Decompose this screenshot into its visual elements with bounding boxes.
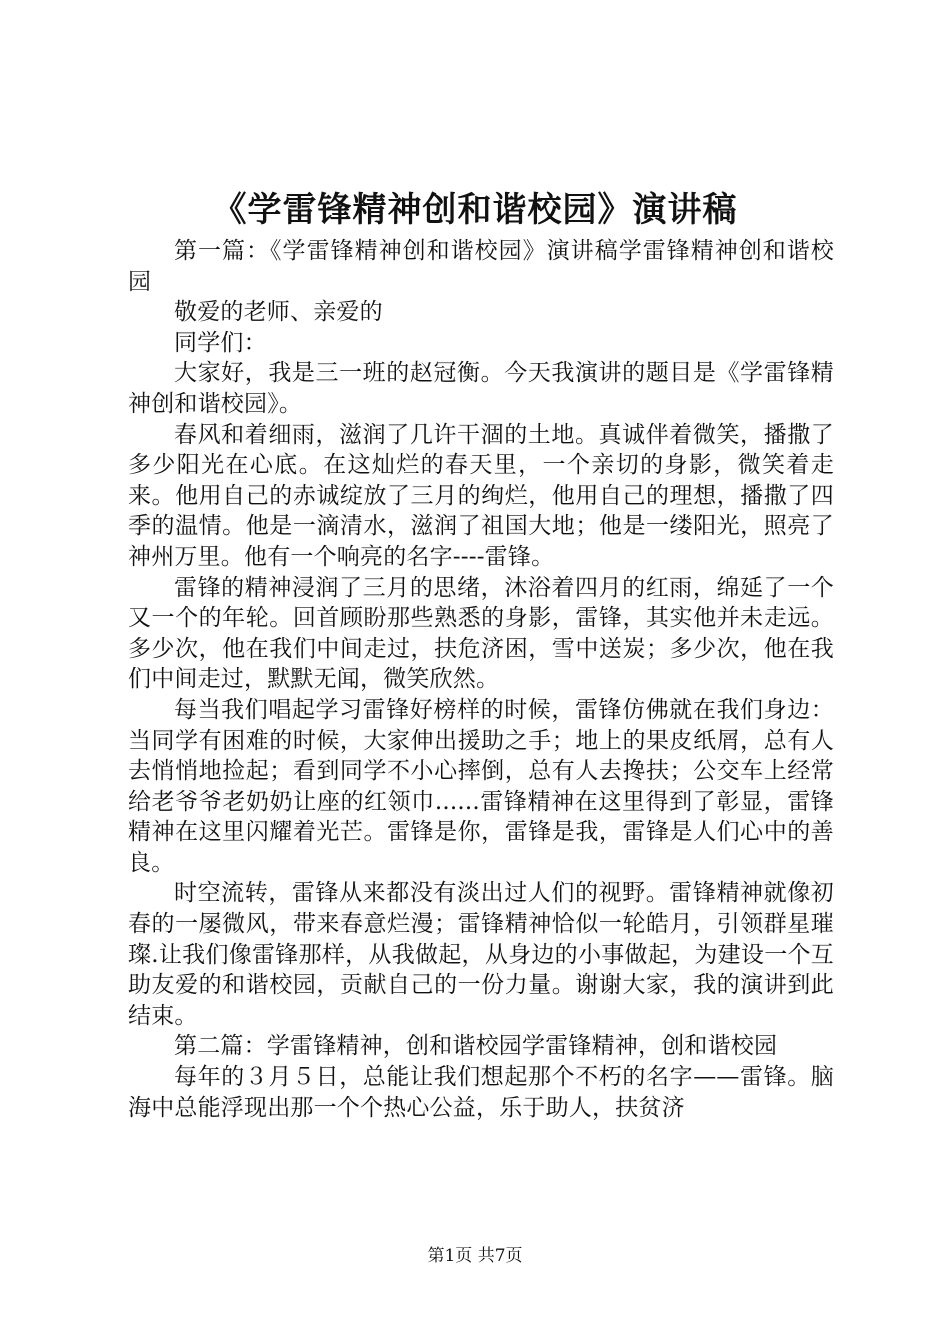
- paragraph-7: 每当我们唱起学习雷锋好榜样的时候，雷锋仿佛就在我们身边：当同学有困难的时候，大家伸出援助之手；地上的果皮纸屑，总有人去悄悄地捡起；看到同学不小心摔倒，总有人去搀扶；公交车上经常给老爷爷老奶奶让座的红领巾......雷锋精神在这里得到了彰显，雷锋精神在这里闪耀着光芒。雷锋是你，雷锋是我，雷锋是人们心中的善良。: [128, 696, 834, 876]
- paragraph-9: 第二篇：学雷锋精神，创和谐校园学雷锋精神，创和谐校园: [174, 1033, 778, 1060]
- paragraph-8: 时空流转，雷锋从来都没有淡出过人们的视野。雷锋精神就像初春的一屡微风，带来春意烂漫；雷锋精神恰似一轮皓月，引领群星璀璨.让我们像雷锋那样，从我做起，从身边的小事做起，为建设一个互助友爱的和谐校园，贡献自己的一份力量。谢谢大家，我的演讲到此结束。: [128, 880, 834, 1029]
- paragraph-3: 同学们：: [174, 329, 267, 356]
- document-title: 《学雷锋精神创和谐校园》演讲稿: [212, 190, 738, 230]
- paragraph-5: 春风和着细雨，滋润了几许干涸的土地。真诚伴着微笑，播撒了多少阳光在心底。在这灿烂的春天里，一个亲切的身影，微笑着走来。他用自己的赤诚绽放了三月的绚烂，他用自己的理想，播撒了四季的温情。他是一滴清水，滋润了祖国大地；他是一缕阳光，照亮了神州万里。他有一个响亮的名字----雷锋。: [128, 421, 834, 570]
- document-body: [128, 236, 834, 1123]
- paragraph-6: 雷锋的精神浸润了三月的思绪，沐浴着四月的红雨，绵延了一个又一个的年轮。回首顾盼那些熟悉的身影，雷锋，其实他并未走远。多少次，他在我们中间走过，扶危济困，雪中送炭；多少次，他在我们中间走过，默默无闻，微笑欣然。: [128, 574, 834, 693]
- paragraph-1: 第一篇：《学雷锋精神创和谐校园》演讲稿学雷锋精神创和谐校园: [128, 238, 834, 295]
- paragraph-10: 每年的３月５日，总能让我们想起那个不朽的名字——雷锋。脑海中总能浮现出那一个个热心公益，乐于助人，扶贫济: [128, 1064, 834, 1121]
- paragraph-4: 大家好，我是三一班的赵冠衡。今天我演讲的题目是《学雷锋精神创和谐校园》。: [128, 360, 834, 417]
- page-footer: 第1页 共7页: [427, 1246, 523, 1266]
- paragraph-2: 敬爱的老师、亲爱的: [174, 299, 383, 326]
